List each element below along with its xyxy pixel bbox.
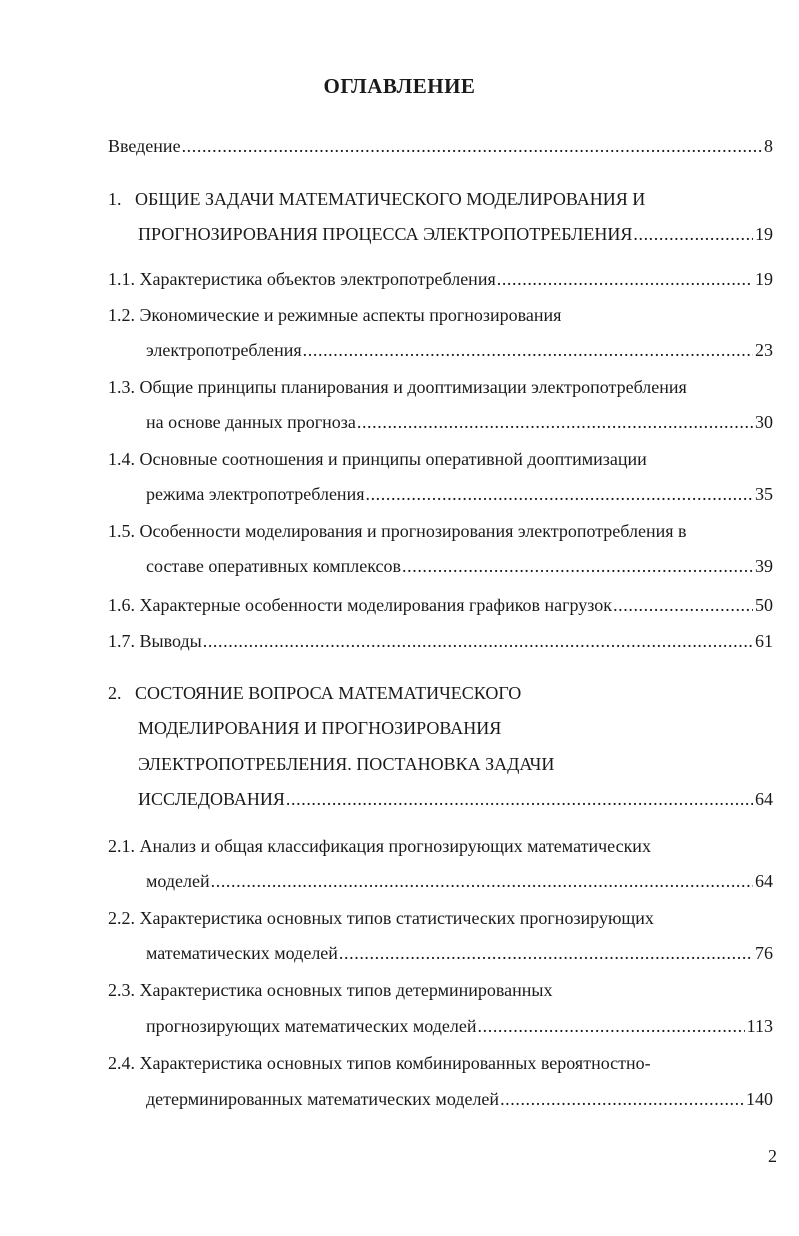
toc-entry-text: 1.7. Выводы bbox=[108, 631, 202, 651]
toc-entry-text: 1.4. Основные соотношения и принципы оперативной дооптимизации bbox=[108, 449, 647, 469]
toc-entry-text: 1. ОБЩИЕ ЗАДАЧИ МАТЕМАТИЧЕСКОГО МОДЕЛИРОВАНИЯ И bbox=[108, 189, 646, 209]
toc-entry-text: ИССЛЕДОВАНИЯ bbox=[138, 789, 285, 809]
toc-section-1-5-line-1[interactable] bbox=[108, 519, 687, 543]
page-title: ОГЛАВЛЕНИЕ bbox=[323, 74, 476, 98]
toc-entry-text: 2.2. Характеристика основных типов статистических прогнозирующих bbox=[108, 908, 654, 928]
toc-section-2-4-line-2[interactable] bbox=[146, 1087, 773, 1111]
toc-entry-page: 39 bbox=[755, 556, 773, 576]
toc-entry-text: 1.3. Общие принципы планирования и дооптимизации электропотребления bbox=[108, 377, 687, 397]
toc-section-1-2-line-2[interactable] bbox=[146, 338, 773, 362]
toc-section-1-6[interactable] bbox=[108, 593, 773, 617]
toc-section-1-1[interactable] bbox=[108, 267, 773, 291]
toc-section-1-2-line-1[interactable] bbox=[108, 303, 561, 327]
toc-entry-page: 61 bbox=[755, 631, 773, 651]
toc-entry-page: 64 bbox=[755, 789, 773, 809]
toc-entry-text: 2.4. Характеристика основных типов комбинированных вероятностно- bbox=[108, 1053, 651, 1073]
toc-entry-text: 1.5. Особенности моделирования и прогнозирования электропотребления в bbox=[108, 521, 687, 541]
toc-entry-text: 1.6. Характерные особенности моделирования графиков нагрузок bbox=[108, 595, 613, 615]
toc-section-1-4-line-2[interactable] bbox=[146, 482, 773, 506]
dot-leader bbox=[613, 593, 753, 617]
toc-section-1-3-line-1[interactable] bbox=[108, 375, 687, 399]
toc-section-2-2-line-2[interactable] bbox=[146, 941, 773, 965]
toc-entry-page: 23 bbox=[755, 340, 773, 360]
toc-section-2-2-line-1[interactable] bbox=[108, 906, 654, 930]
toc-entry-page: 19 bbox=[755, 224, 773, 244]
dot-leader bbox=[357, 410, 753, 434]
toc-section-1-5-line-2[interactable] bbox=[146, 554, 773, 578]
page-number: 2 bbox=[768, 1146, 777, 1166]
toc-entry-page: 30 bbox=[755, 412, 773, 432]
toc-entry-text: 1.1. Характеристика объектов электропотребления bbox=[108, 269, 496, 289]
dot-leader bbox=[633, 222, 753, 246]
toc-entry-page: 35 bbox=[755, 484, 773, 504]
toc-chapter-1-line-1[interactable] bbox=[108, 187, 645, 211]
toc-entry-text: режима электропотребления bbox=[146, 484, 365, 504]
dot-leader bbox=[286, 787, 753, 811]
toc-chapter-2-line-3[interactable] bbox=[138, 752, 554, 776]
toc-entry-text: детерминированных математических моделей bbox=[146, 1089, 500, 1109]
toc-section-2-3-line-2[interactable] bbox=[146, 1014, 773, 1038]
toc-entry-text: прогнозирующих математических моделей bbox=[146, 1016, 477, 1036]
dot-leader bbox=[478, 1014, 745, 1038]
toc-chapter-2-line-1[interactable] bbox=[108, 681, 521, 705]
toc-entry-text: 1.2. Экономические и режимные аспекты прогнозирования bbox=[108, 305, 562, 325]
dot-leader bbox=[497, 267, 753, 291]
toc-entry-page: 140 bbox=[746, 1089, 773, 1109]
toc-chapter-2-line-2[interactable] bbox=[138, 716, 501, 740]
toc-entry-page: 113 bbox=[746, 1016, 773, 1036]
toc-entry-text: моделей bbox=[146, 871, 210, 891]
toc-entry-text: 2. СОСТОЯНИЕ ВОПРОСА МАТЕМАТИЧЕСКОГО bbox=[108, 683, 522, 703]
toc-entry-page: 76 bbox=[755, 943, 773, 963]
toc-entry-text: на основе данных прогноза bbox=[146, 412, 356, 432]
toc-entry-page: 64 bbox=[755, 871, 773, 891]
toc-entry-text: математических моделей bbox=[146, 943, 338, 963]
toc-entry-text: 2.1. Анализ и общая классификация прогнозирующих математических bbox=[108, 836, 651, 856]
dot-leader bbox=[211, 869, 753, 893]
toc-entry-text: ПРОГНОЗИРОВАНИЯ ПРОЦЕССА ЭЛЕКТРОПОТРЕБЛЕНИЯ bbox=[138, 224, 633, 244]
toc-entry-text: 2.3. Характеристика основных типов детерминированных bbox=[108, 980, 553, 1000]
toc-section-1-3-line-2[interactable] bbox=[146, 410, 773, 434]
dot-leader bbox=[402, 554, 753, 578]
toc-chapter-1-line-2[interactable] bbox=[138, 222, 773, 246]
toc-entry-text: ЭЛЕКТРОПОТРЕБЛЕНИЯ. ПОСТАНОВКА ЗАДАЧИ bbox=[138, 754, 555, 774]
toc-entry-text: МОДЕЛИРОВАНИЯ И ПРОГНОЗИРОВАНИЯ bbox=[138, 718, 502, 738]
dot-leader bbox=[500, 1087, 744, 1111]
toc-entry-text: электропотребления bbox=[146, 340, 302, 360]
toc-section-2-4-line-1[interactable] bbox=[108, 1051, 651, 1075]
dot-leader bbox=[339, 941, 753, 965]
toc-section-1-7[interactable] bbox=[108, 629, 773, 653]
dot-leader bbox=[182, 134, 762, 158]
toc-chapter-2-line-4[interactable] bbox=[138, 787, 773, 811]
toc-entry-introduction[interactable] bbox=[108, 134, 773, 158]
toc-entry-page: 8 bbox=[764, 136, 773, 156]
toc-section-1-4-line-1[interactable] bbox=[108, 447, 647, 471]
toc-section-2-1-line-2[interactable] bbox=[146, 869, 773, 893]
toc-entry-text: составе оперативных комплексов bbox=[146, 556, 402, 576]
dot-leader bbox=[365, 482, 753, 506]
dot-leader bbox=[203, 629, 753, 653]
toc-entry-page: 19 bbox=[755, 269, 773, 289]
toc-section-2-3-line-1[interactable] bbox=[108, 978, 552, 1002]
toc-entry-text: Введение bbox=[108, 136, 181, 156]
toc-section-2-1-line-1[interactable] bbox=[108, 834, 651, 858]
dot-leader bbox=[303, 338, 753, 362]
toc-entry-page: 50 bbox=[755, 595, 773, 615]
